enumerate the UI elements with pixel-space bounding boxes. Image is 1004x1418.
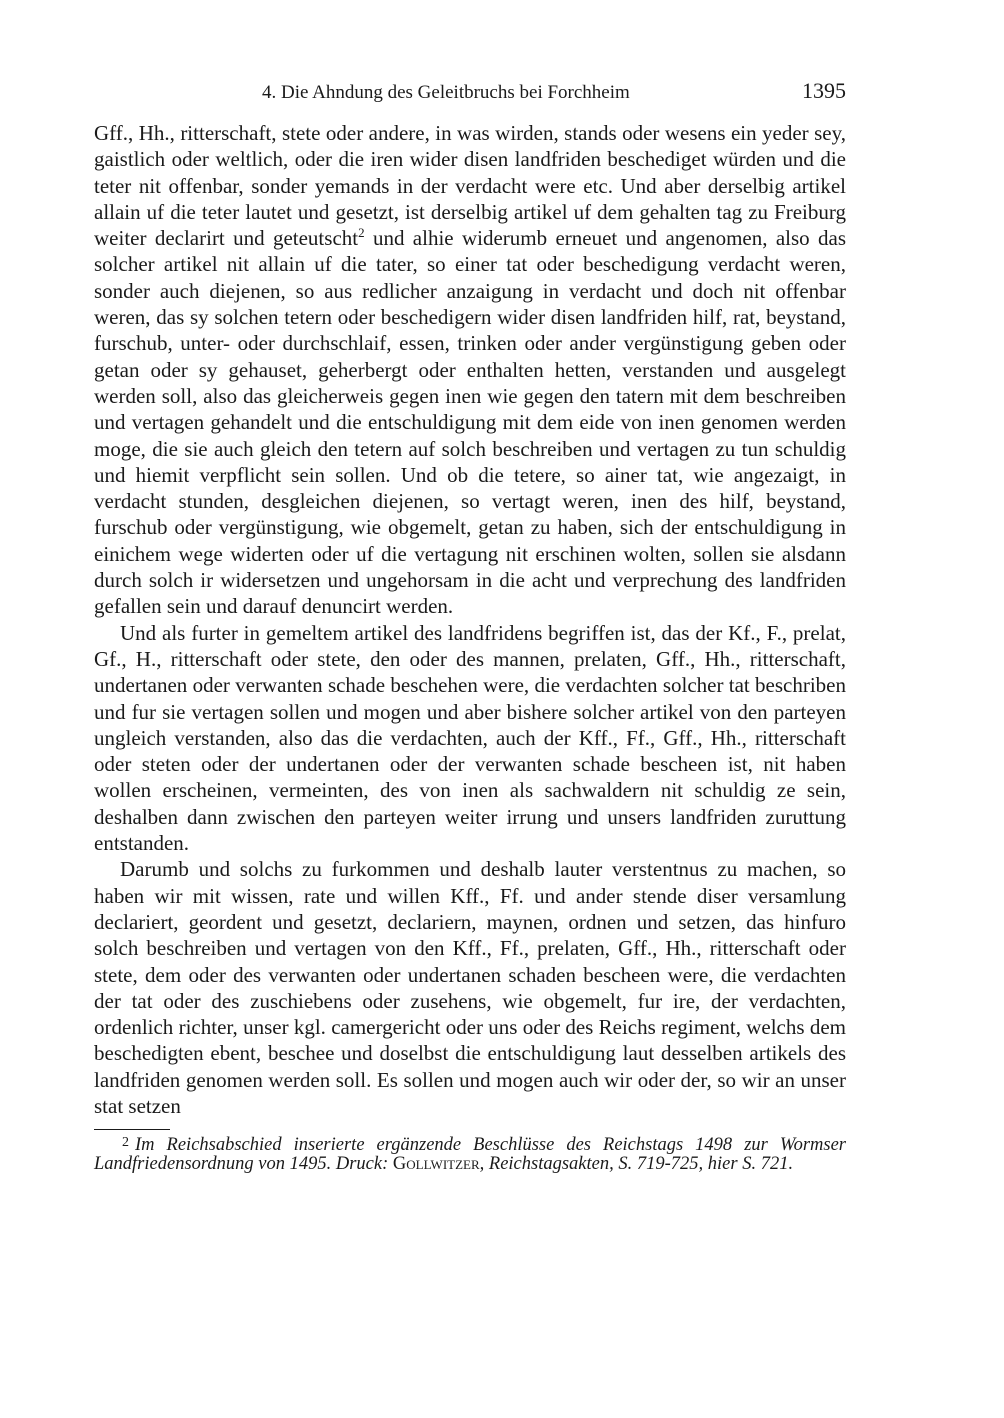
- paragraph-1-text-a: Gff., Hh., ritterschaft, stete oder andere, in was wirden, stands oder wesens ein yeder sey, gaistlich oder weltlich, oder die iren wider disen landfriden beschediget würden und die teter nit offenbar, sonder yemands in der verdacht were etc. Und aber derselbig artikel allain uf die teter lautet und gesetzt, ist derselbig artikel uf dem gehalten tag zu Freiburg weiter declarirt und geteutscht: [94, 121, 846, 251]
- footnote-text-b: , Reichstagsakten, S. 719-725, hier S. 721.: [479, 1154, 794, 1175]
- running-title: 4. Die Ahndung des Geleitbruchs bei Forchheim: [262, 82, 630, 103]
- page-number: 1395: [802, 78, 846, 103]
- paragraph-3: Darumb und solchs zu furkommen und deshalb lauter verstentnus zu machen, so haben wir mit wissen, rate und willen Kff., Ff. und ander stende diser versamlung declariert, geordent und gesetzt, declariern, maynen, ordnen und setzen, das hinfuro solch beschreiben und vertagen von den Kff., Ff., prelaten, Gff., Hh., ritterschaft oder stete, dem oder des verwanten oder undertanen schaden bescheen were, die verdachten der tat oder des zuschiebens oder zusehens, wie obgemelt, fur ire, der verdachten, ordenlich richter, unser kgl. camergericht oder uns oder des Reichs regiment, welchs dem beschedigten ebent, beschee und doselbst die entschuldigung laut desselben artikels des landfriden genomen werden soll. Es sollen und mogen auch wir oder der, so wir an unser stat setzen: [94, 857, 846, 1118]
- paragraph-1: [94, 120, 846, 620]
- footnote-divider: [94, 1129, 170, 1130]
- footnote-text-a: Im Reichsabschied inserierte ergänzende Beschlüsse des Reichstags 1498 zur Wormser Landfriedensordnung von 1495. Druck:: [94, 1135, 846, 1175]
- running-header: [94, 78, 846, 108]
- document-page: [94, 78, 846, 1174]
- body-text: [94, 120, 846, 1119]
- footnote-author: Gollwitzer: [392, 1154, 480, 1175]
- footnote-2: [94, 1133, 846, 1174]
- paragraph-2: Und als furter in gemeltem artikel des landfridens begriffen ist, das der Kf., F., prelat, Gf., H., ritterschaft oder stete, den oder des mannen, prelaten, Gff., Hh., ritterschaft, undertanen oder verwanten schade beschehen were, die verdachten solcher tat beschriben und fur sie vertagen sollen und mogen und aber bishere solcher artikel von den parteyen ungleich verstanden, also das die verdachten, auch der Kff., Ff., Gff., Hh., ritterschaft oder steten oder der undertanen oder der verwanten schade bescheen ist, nit haben wollen erscheinen, vermeinten, des von inen als sachwaldern nit schuldig ze sein, deshalben dann zwischen den parteyen weiter irrung und unsers landfriden zuruttung entstanden.: [94, 620, 846, 856]
- footnote-reference[interactable]: 2: [358, 225, 365, 241]
- footnote-number: 2: [122, 1135, 129, 1151]
- paragraph-1-text-b: und alhie widerumb erneuet und angenomen, also das solcher artikel nit allain uf die tater, so einer tat oder beschedigung verdacht weren, sonder auch diejenen, so aus redlicher anzaigung in verdacht und doch nit offenbar weren, das sy solchen tetern oder beschedigern wider disen landfriden hilf, rat, beystand, furschub, unter- oder durchschlaif, essen, trinken oder ander vergünstigung geben oder getan oder sy gehauset, geherbergt oder enthalten hetten, verstanden und ausgelegt werden soll, also das gleicherweis gegen inen wie gegen den tatern mit dem beschreiben und vertagen gehandelt und die entschuldigung mit dem eide von inen genomen werden moge, die sie auch gleich den tetern auf solch beschreiben und vertagen zu tun schuldig und hiemit verpflicht sein sollen. Und ob die tetere, so ainer tat, wie angezaigt, in verdacht stunden, desgleichen diejenen, so vertagt weren, inen des hilf, beystand, furschub oder vergünstigung, wie obgemelt, getan zu haben, sich der entschuldigung in einichem wege widerten oder uf die vertagung nit erschinen wolten, sollen sie alsdann durch solch ir widersetzen und ungehorsam in die acht und verprechung des landfriden gefallen sein und darauf denuncirt werden.: [94, 226, 846, 619]
